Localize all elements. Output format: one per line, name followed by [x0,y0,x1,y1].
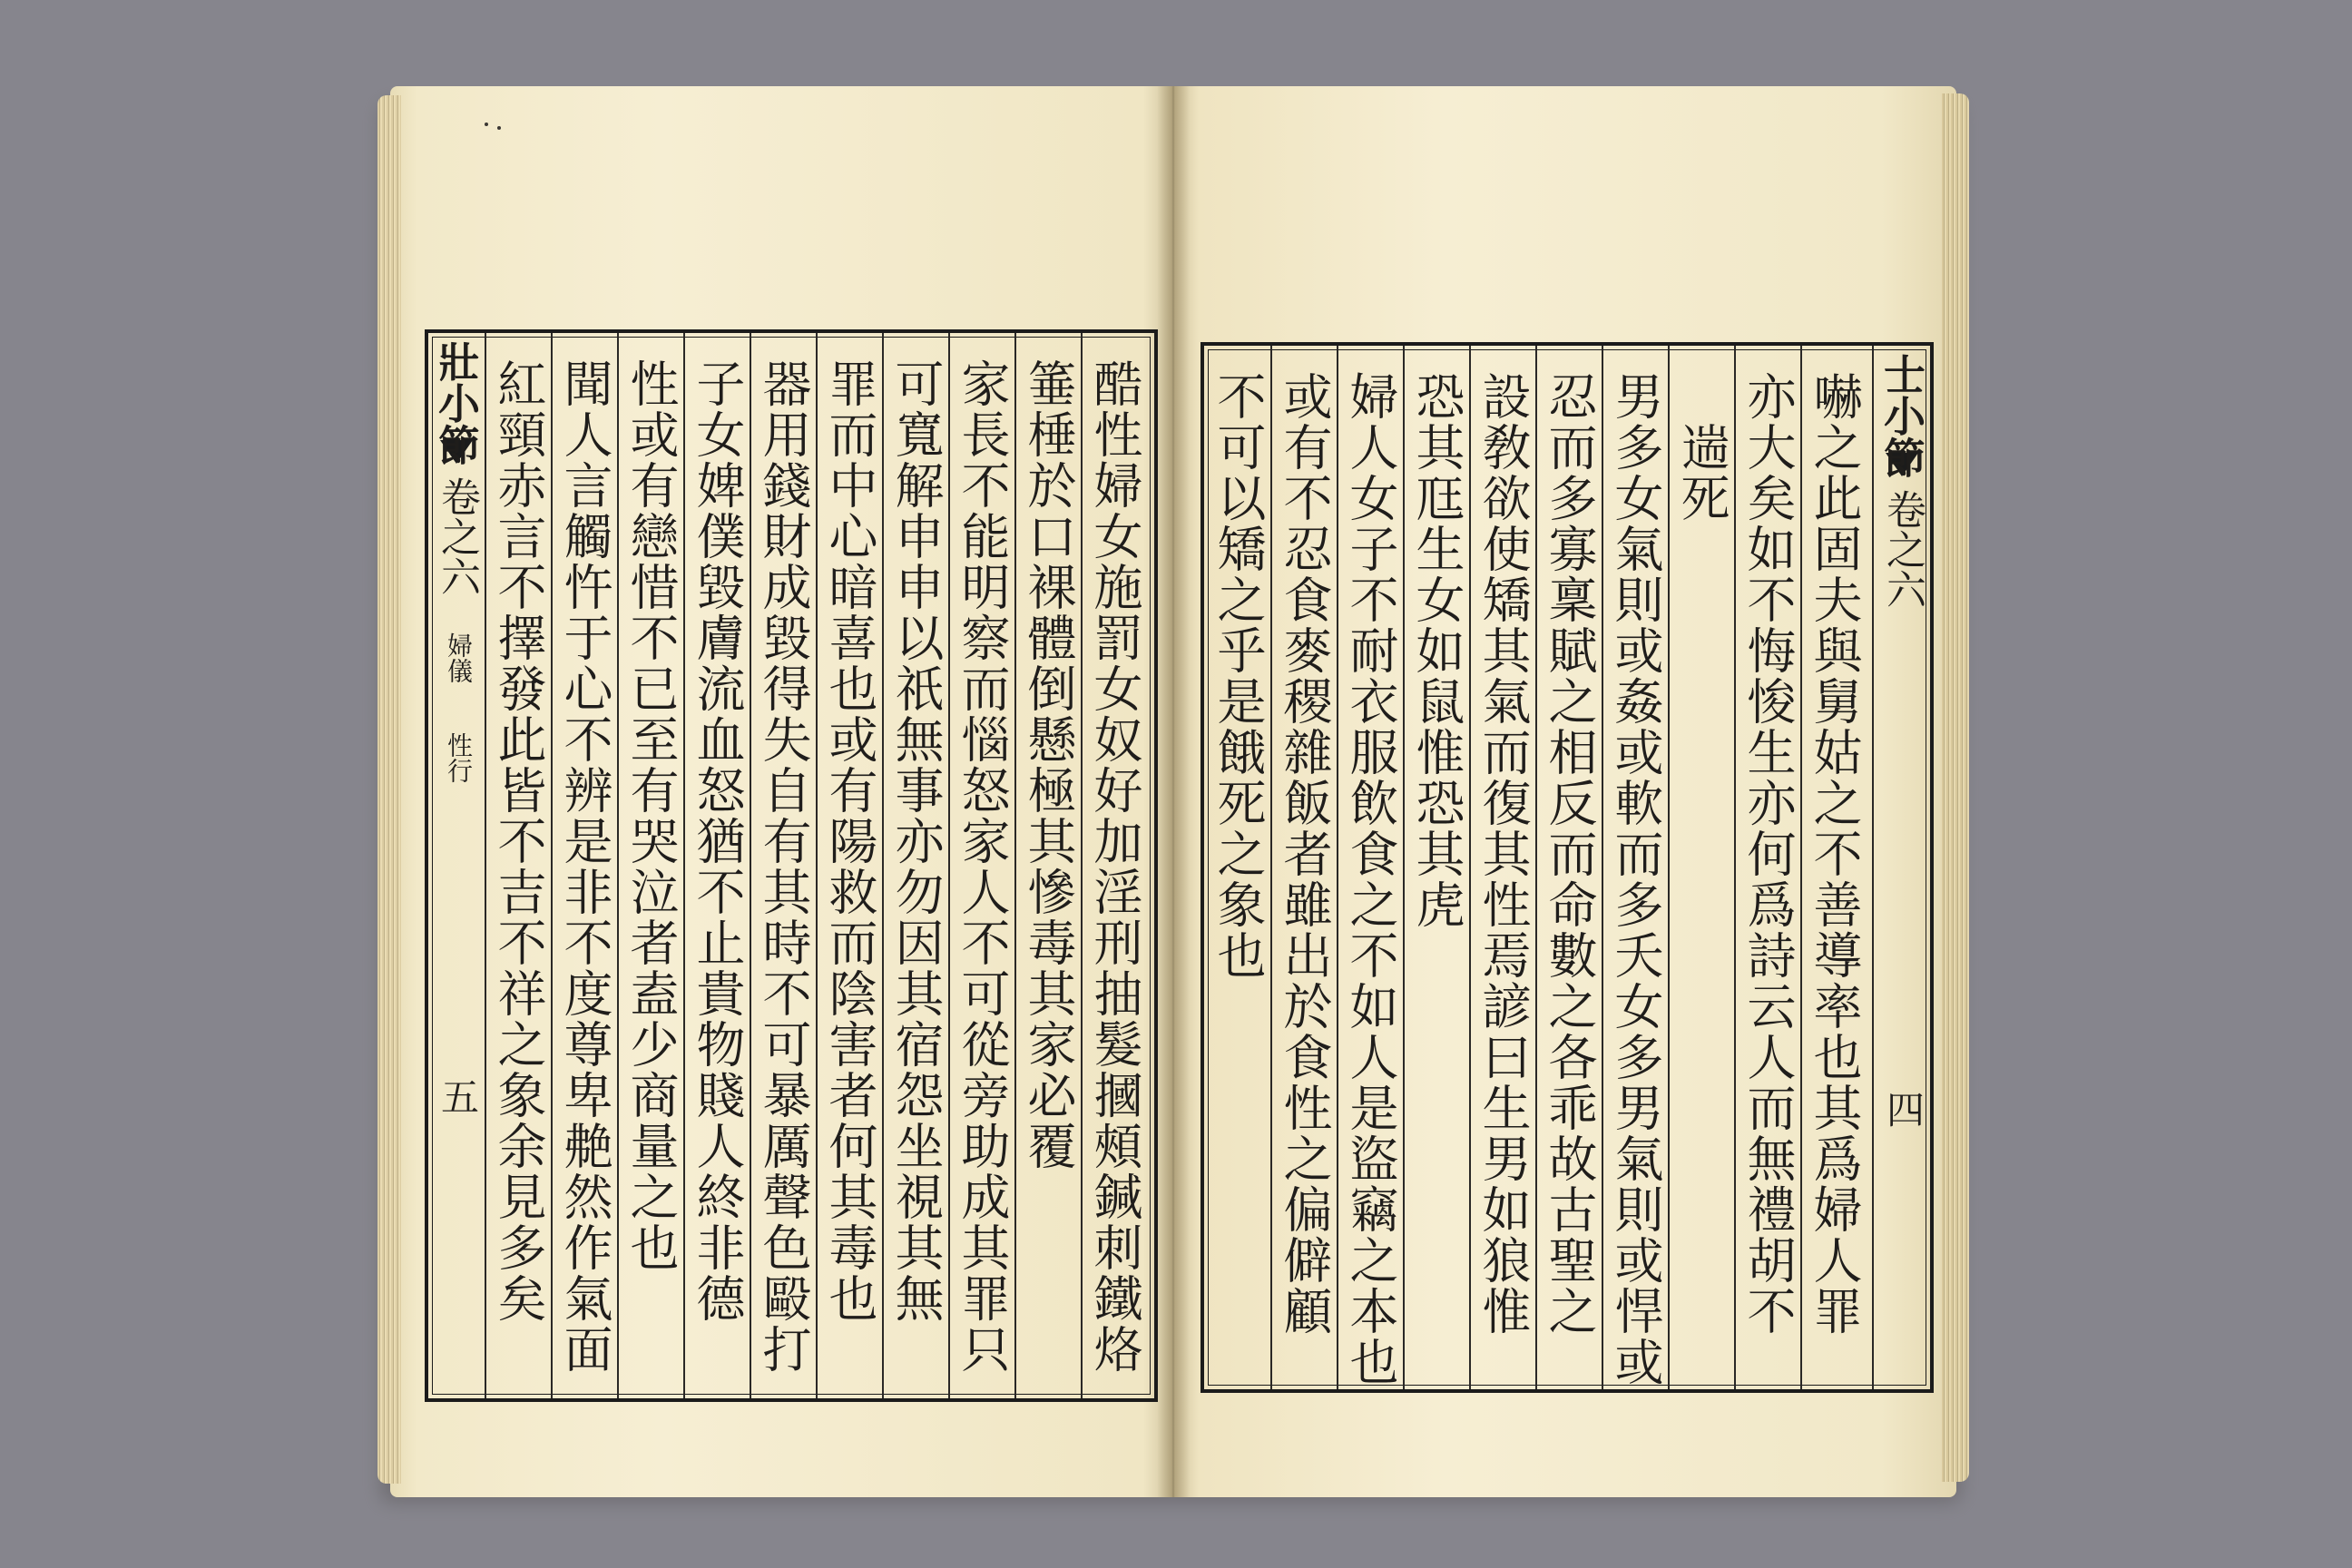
left-margin-subsection: 性行 [444,732,474,783]
left-text-frame [425,329,1158,1402]
right-column-4: 男多女氣則或姦或軟而多夭女多男氣則或悍或 [1607,371,1664,1387]
right-column-6: 設敎欲使矯其氣而復其性焉諺曰生男如狼惟 [1475,371,1532,1337]
left-columns [485,333,1154,1398]
left-column-9: 聞人言觸忤于心不辨是非不度尊卑艴然作氣面 [556,358,613,1375]
right-page-edge [1942,93,1969,1482]
right-column-2: 亦大矣如不悔悛生亦何爲詩云人而無禮胡不 [1740,371,1797,1337]
left-margin-volume: 卷之六 [434,476,480,596]
right-text-frame [1200,342,1934,1393]
right-page [1173,86,1956,1497]
right-margin-page-number: 四 [1881,1090,1926,1128]
left-column-10: 紅頸赤言不擇發此皆不吉不祥之象余見多矣 [490,358,547,1324]
ink-speck [497,126,501,130]
right-margin-volume: 卷之六 [1879,489,1926,609]
right-column-9: 或有不忍食麥稷雜飯者雖出於食性之偏僻顧 [1276,371,1333,1337]
right-margin-title: 士小節 [1877,353,1926,478]
right-column-3: 遄死 [1673,422,1730,524]
left-margin-page-number: 五 [436,1077,480,1115]
right-columns [1204,346,1874,1389]
left-column-1: 酷性婦女施罰女奴好加淫刑抽髮摑頰鍼刺鐵烙 [1086,358,1143,1375]
left-page-edge [377,95,401,1484]
left-column-7: 子女婢僕毀膚流血怒猶不止貴物賤人終非德 [689,358,746,1324]
left-page [390,86,1173,1497]
left-column-6: 器用錢財成毀得失自有其時不可暴厲聲色毆打 [755,358,812,1375]
left-column-5: 罪而中心暗喜也或有陽救而陰害者何其毒也 [821,358,878,1324]
right-column-8: 婦人女子不耐衣服飲食之不如人是盜竊之本也 [1342,371,1399,1387]
left-column-4: 可寬解申申以祇無事亦勿因其宿怨坐視其無 [887,358,945,1324]
right-column-5: 忍而多寡稟賦之相反而命數之各乖故古聖之 [1541,371,1598,1337]
right-column-10: 不可以矯之乎是餓死之象也 [1210,371,1267,981]
left-column-3: 家長不能明察而惱怒家人不可從旁助成其罪只 [954,358,1011,1375]
left-margin-title: 壯小節 [432,340,481,466]
right-banxin [1872,346,1930,1389]
right-column-7: 恐其尫生女如鼠惟恐其虎 [1408,371,1465,930]
right-column-1: 嚇之此固夫與舅姑之不善導率也其爲婦人罪 [1806,371,1863,1337]
book-gutter [1157,86,1190,1497]
left-banxin [428,333,486,1398]
left-column-8: 性或有戀惜不已至有哭泣者盍少商量之也 [622,358,680,1273]
open-book [390,86,1956,1497]
left-margin-section: 婦儀 [444,632,474,683]
ink-speck [485,122,488,126]
left-column-2: 箠棰於口裸體倒懸極其慘毒其家必覆 [1020,358,1077,1171]
